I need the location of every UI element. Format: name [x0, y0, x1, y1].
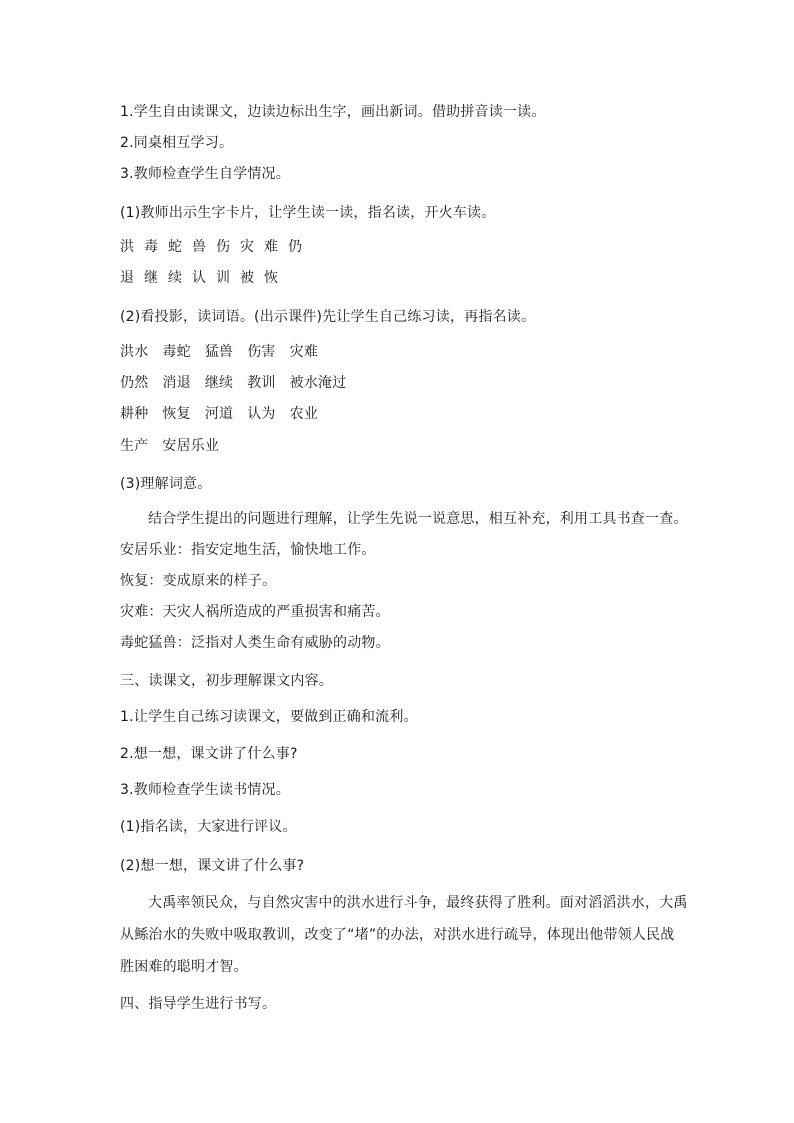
summary-line-3: 胜困难的聪明才智。: [120, 959, 248, 975]
summary-line-1: 大禹率领民众，与自然灾害中的洪水进行斗争，最终获得了胜利。面对滔滔洪水，大禹: [148, 895, 688, 911]
read-step-1: 1.让学生自己练习读课文，要做到正确和流利。: [120, 709, 418, 725]
char-item: 伤: [216, 239, 231, 255]
read-step-2: 2.想一想，课文讲了什么事?: [120, 746, 298, 762]
definition-3: 灾难：天灾人祸所造成的严重损害和痛苦。: [120, 604, 390, 620]
char-item: 被: [240, 270, 255, 286]
substep-1-text: (1)教师出示生字卡片，让学生读一读，指名读，开火车读。: [120, 205, 496, 221]
word-row-3: [120, 405, 332, 423]
word-item: 安居乐业: [162, 438, 220, 454]
char-item: 毒: [144, 239, 159, 255]
char-item: 继: [144, 270, 159, 286]
word-row-1: [120, 343, 332, 361]
word-item: 农业: [289, 406, 319, 422]
word-item: 认为: [247, 406, 276, 422]
definition-1: 安居乐业：指安定地生活，愉快地工作。: [120, 542, 376, 558]
word-item: 教训: [247, 375, 276, 391]
word-row-4: [120, 437, 233, 455]
char-row-2: [120, 269, 288, 287]
char-item: 灾: [240, 239, 255, 255]
char-item: 蛇: [168, 239, 183, 255]
substep-2-text: (2)看投影，读词语。(出示课件)先让学生自己练习读，再指名读。: [120, 309, 536, 325]
char-item: 洪: [120, 239, 135, 255]
read-substep-1: (1)指名读，大家进行评议。: [120, 819, 297, 835]
word-item: 灾难: [289, 344, 319, 360]
section-3-heading: 三、读课文，初步理解课文内容。: [120, 673, 333, 689]
char-item: 认: [192, 270, 207, 286]
word-item: 生产: [120, 438, 149, 454]
char-item: 续: [168, 270, 183, 286]
word-item: 猛兽: [204, 344, 234, 360]
word-item: 恢复: [162, 406, 191, 422]
word-item: 河道: [204, 406, 234, 422]
step-2-text: 2.同桌相互学习。: [120, 135, 234, 151]
definition-2: 恢复：变成原来的样子。: [120, 573, 277, 589]
word-item: 伤害: [247, 344, 276, 360]
word-item: 洪水: [120, 344, 149, 360]
char-item: 兽: [192, 239, 207, 255]
word-item: 被水淹过: [289, 375, 347, 391]
section-4-heading: 四、指导学生进行书写。: [120, 996, 277, 1012]
summary-line-2: 从鲧治水的失败中吸取教训，改变了“堵”的办法，对洪水进行疏导，体现出他带领人民战: [120, 927, 675, 943]
step-3-text: 3.教师检查学生自学情况。: [120, 166, 290, 182]
substep-3-text: (3)理解词意。: [120, 476, 212, 492]
read-step-3: 3.教师检查学生读书情况。: [120, 782, 290, 798]
step-1-text: 1.学生自由读课文，边读边标出生字，画出新词。借助拼音读一读。: [120, 104, 546, 120]
word-item: 消退: [162, 375, 191, 391]
word-item: 毒蛇: [162, 344, 191, 360]
read-substep-2: (2)想一想，课文讲了什么事?: [120, 858, 305, 874]
definition-4: 毒蛇猛兽：泛指对人类生命有威胁的动物。: [120, 635, 390, 651]
word-item: 仍然: [120, 375, 149, 391]
word-item: 耕种: [120, 406, 149, 422]
char-item: 仍: [288, 239, 303, 255]
char-row-1: [120, 238, 312, 256]
char-item: 恢: [264, 270, 279, 286]
char-item: 训: [216, 270, 231, 286]
explanation-paragraph: 结合学生提出的问题进行理解，让学生先说一说意思，相互补充，利用工具书查一查。: [148, 511, 688, 527]
word-item: 继续: [204, 375, 234, 391]
char-item: 难: [264, 239, 279, 255]
char-item: 退: [120, 270, 135, 286]
word-row-2: [120, 374, 360, 392]
